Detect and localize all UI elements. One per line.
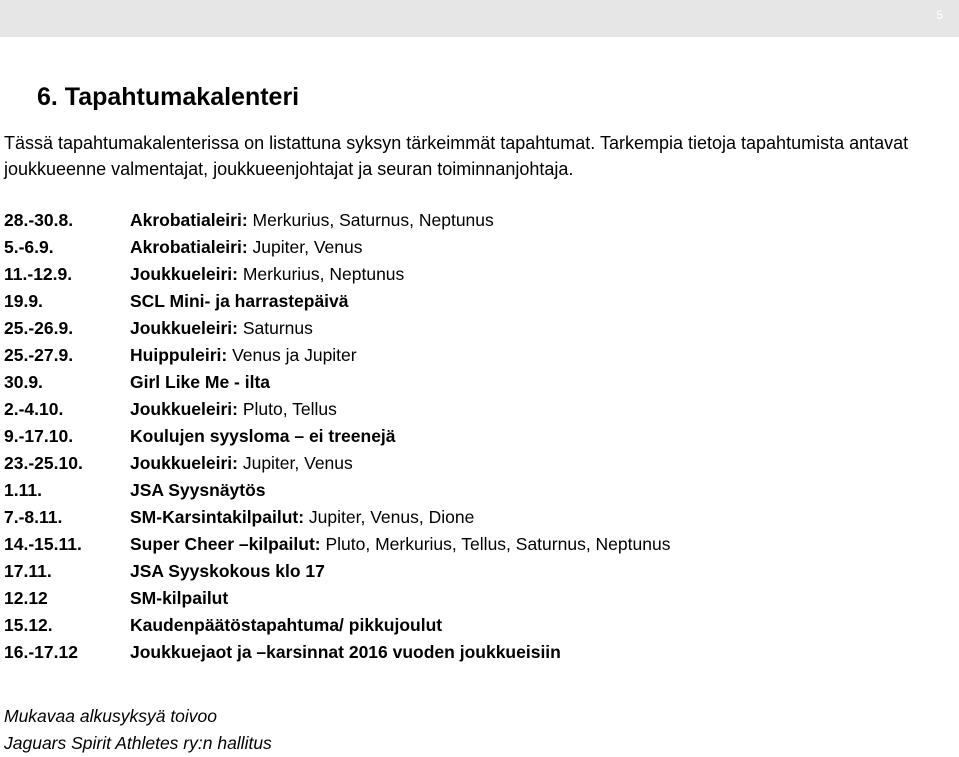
event-participants: Jupiter, Venus: [237, 453, 353, 473]
event-text: [130, 342, 357, 369]
event-date: 12.12: [4, 588, 48, 608]
event-date: 17.11.: [4, 561, 52, 581]
event-text: [130, 477, 266, 504]
section-title: 6. Tapahtumakalenteri: [37, 83, 300, 111]
event-text: [130, 531, 670, 558]
event-row: [4, 612, 670, 639]
event-participants: Merkurius, Neptunus: [237, 264, 405, 284]
event-name: Kaudenpäätöstapahtuma/ pikkujoulut: [130, 615, 443, 635]
event-text: [130, 558, 325, 585]
event-row: [4, 396, 670, 423]
event-text: [130, 450, 353, 477]
event-name: Akrobatialeiri:: [130, 210, 248, 230]
event-text: [130, 315, 313, 342]
event-name: Joukkueleiri:: [130, 264, 238, 284]
event-date: 9.-17.10.: [4, 426, 74, 446]
event-date: 15.12.: [4, 615, 53, 635]
event-calendar-list: [4, 207, 670, 666]
signature-organization: Jaguars Spirit Athletes ry:n hallitus: [4, 733, 272, 753]
event-text: [130, 612, 442, 639]
event-name: Joukkueleiri:: [130, 453, 238, 473]
event-date: 28.-30.8.: [4, 210, 74, 230]
event-date: 5.-6.9.: [4, 237, 54, 257]
event-row: [4, 531, 670, 558]
event-text: [130, 423, 396, 450]
event-date: 1.11.: [4, 480, 42, 500]
event-text: [130, 585, 228, 612]
event-text: [130, 504, 474, 531]
event-row: [4, 639, 670, 666]
event-participants: Venus ja Jupiter: [227, 345, 357, 365]
event-row: [4, 234, 670, 261]
event-name: Super Cheer –kilpailut:: [130, 534, 321, 554]
event-row: [4, 585, 670, 612]
event-date: 19.9.: [4, 291, 43, 311]
event-date: 11.-12.9.: [4, 264, 73, 284]
event-name: Koulujen syysloma – ei treenejä: [130, 426, 396, 446]
event-row: [4, 558, 670, 585]
event-participants: Jupiter, Venus: [247, 237, 363, 257]
event-text: [130, 234, 363, 261]
event-name: Joukkuejaot ja –karsinnat 2016 vuoden joukkueisiin: [130, 642, 561, 662]
event-date: 25.-26.9.: [4, 318, 74, 338]
event-text: [130, 639, 561, 666]
event-row: [4, 261, 670, 288]
event-text: [130, 207, 494, 234]
event-text: [130, 288, 349, 315]
intro-paragraph: Tässä tapahtumakalenterissa on listattuna syksyn tärkeimmät tapahtumat. Tarkempia tietoja tapahtumista antavat joukkueenne valmentajat, joukkueenjohtajat ja seuran toiminnanjohtaja.: [4, 133, 909, 179]
event-name: SM-Karsintakilpailut:: [130, 507, 305, 527]
event-row: [4, 504, 670, 531]
event-name: SCL Mini- ja harrastepäivä: [130, 291, 349, 311]
event-date: 25.-27.9.: [4, 345, 74, 365]
event-date: 16.-17.12: [4, 642, 78, 662]
event-row: [4, 477, 670, 504]
event-text: [130, 369, 270, 396]
event-date: 14.-15.11.: [4, 534, 82, 554]
event-name: Joukkueleiri:: [130, 318, 238, 338]
signature: [4, 703, 272, 757]
event-row: [4, 207, 670, 234]
event-name: JSA Syysnäytös: [130, 480, 266, 500]
event-row: [4, 450, 670, 477]
event-row: [4, 342, 670, 369]
event-name: JSA Syyskokous klo 17: [130, 561, 325, 581]
event-participants: Jupiter, Venus, Dione: [304, 507, 475, 527]
event-participants: Saturnus: [237, 318, 313, 338]
page-header-bar: [0, 0, 959, 37]
signature-greeting: Mukavaa alkusyksyä toivoo: [4, 706, 218, 726]
event-participants: Merkurius, Saturnus, Neptunus: [247, 210, 494, 230]
event-name: SM-kilpailut: [130, 588, 229, 608]
event-date: 30.9.: [4, 372, 43, 392]
event-name: Girl Like Me - ilta: [130, 372, 271, 392]
event-text: [130, 396, 337, 423]
event-name: Joukkueleiri:: [130, 399, 238, 419]
event-row: [4, 369, 670, 396]
event-name: Akrobatialeiri:: [130, 237, 248, 257]
event-row: [4, 315, 670, 342]
event-participants: Pluto, Tellus: [237, 399, 337, 419]
event-row: [4, 288, 670, 315]
event-date: 2.-4.10.: [4, 399, 64, 419]
event-row: [4, 423, 670, 450]
event-date: 23.-25.10.: [4, 453, 83, 473]
page-number: 5: [936, 8, 943, 22]
event-participants: Pluto, Merkurius, Tellus, Saturnus, Neptunus: [320, 534, 671, 554]
event-text: [130, 261, 404, 288]
event-date: 7.-8.11.: [4, 507, 63, 527]
event-name: Huippuleiri:: [130, 345, 228, 365]
